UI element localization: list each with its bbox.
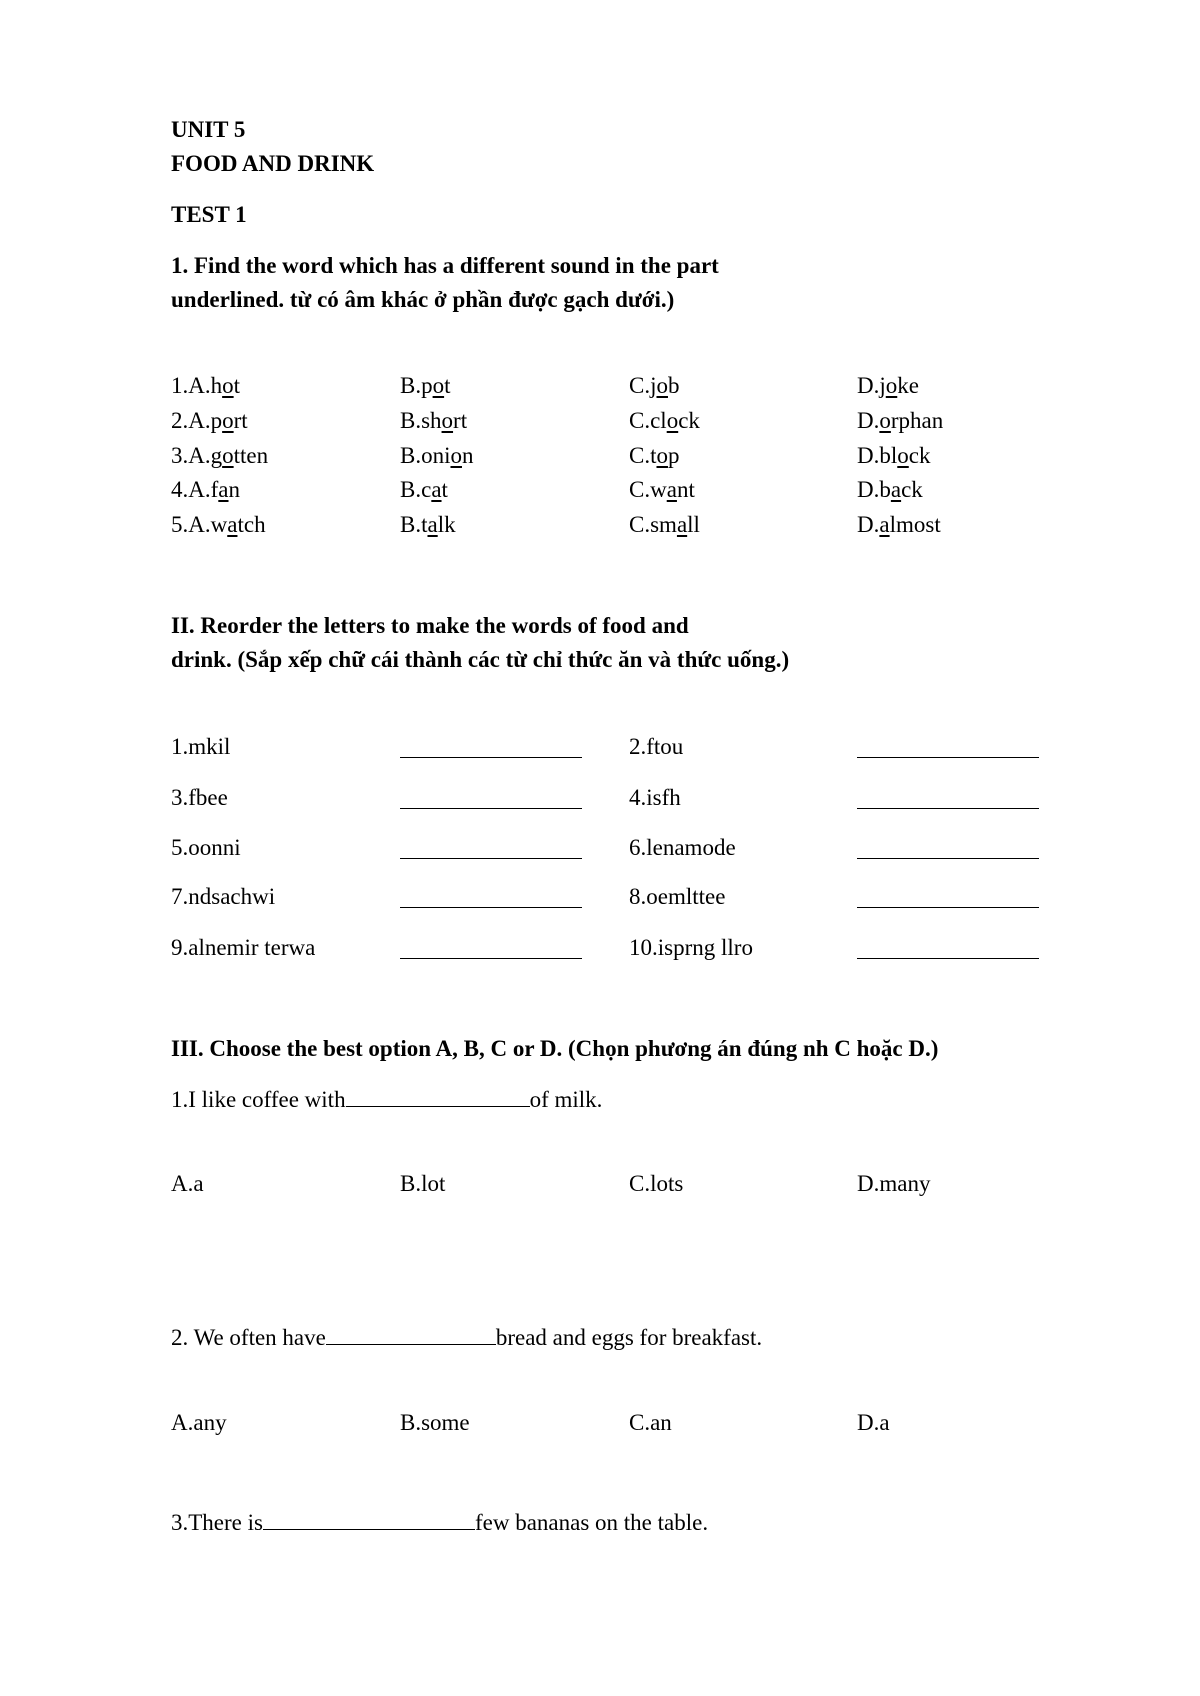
- pron-option[interactable]: [629, 476, 695, 504]
- pron-option[interactable]: [400, 476, 448, 504]
- scrambled-word: 5.oonni: [171, 835, 241, 860]
- word-part: p: [667, 443, 680, 468]
- underlined-letters: o: [656, 443, 668, 468]
- underlined-letters: o: [441, 408, 454, 433]
- question-1: [171, 1086, 602, 1114]
- answer-line[interactable]: [857, 907, 1039, 908]
- underlined-letters: o: [885, 373, 898, 398]
- pron-option[interactable]: [171, 476, 240, 504]
- section2-title-line2: drink. (Sắp xếp chữ cái thành các từ chỉ thức ăn và thức uống.): [171, 647, 790, 672]
- pron-option[interactable]: [857, 407, 943, 435]
- underlined-letters: a: [218, 477, 229, 502]
- word-part: D.: [857, 408, 880, 433]
- unit-label: UNIT 5: [171, 117, 246, 142]
- pron-option[interactable]: [857, 476, 923, 504]
- word-part: 5.A.: [171, 512, 211, 537]
- question-1-option-c[interactable]: C.lots: [629, 1171, 684, 1196]
- pron-option[interactable]: [857, 442, 930, 470]
- underlined-letters: a: [431, 477, 442, 502]
- question-2-option-d[interactable]: D.a: [857, 1410, 890, 1435]
- pron-option[interactable]: [400, 511, 456, 539]
- word-part: ck: [901, 477, 923, 502]
- word-part: lmost: [889, 512, 941, 537]
- word-part: B.: [400, 373, 422, 398]
- word-part: n: [461, 443, 474, 468]
- word-part: rt: [233, 408, 248, 433]
- pron-option[interactable]: [400, 407, 467, 435]
- word-part: j: [879, 373, 886, 398]
- word-part: C.: [629, 477, 651, 502]
- word-part: b: [667, 373, 680, 398]
- answer-line[interactable]: [400, 808, 582, 809]
- underlined-letters: o: [432, 373, 445, 398]
- pron-option[interactable]: [629, 511, 700, 539]
- underlined-letters: o: [897, 443, 909, 468]
- word-part: p: [210, 408, 223, 433]
- word-part: B.: [400, 477, 422, 502]
- word-part: n: [228, 477, 241, 502]
- answer-line[interactable]: [857, 757, 1039, 758]
- word-part: D.: [857, 477, 880, 502]
- word-part: tten: [233, 443, 269, 468]
- underlined-letters: a: [676, 512, 688, 537]
- question-3-blank[interactable]: [263, 1509, 475, 1530]
- word-part: h: [210, 373, 223, 398]
- question-2-option-a[interactable]: A.any: [171, 1410, 227, 1435]
- question-2-after: bread and eggs for breakfast.: [495, 1325, 763, 1350]
- pron-option[interactable]: [629, 372, 679, 400]
- scrambled-word: 10.isprng llro: [629, 935, 753, 960]
- word-part: ke: [897, 373, 919, 398]
- word-part: p: [421, 373, 433, 398]
- question-1-option-d[interactable]: D.many: [857, 1171, 931, 1196]
- pron-option[interactable]: [400, 442, 473, 470]
- word-part: D.: [857, 443, 880, 468]
- scrambled-word: 3.fbee: [171, 785, 228, 810]
- word-part: D.: [857, 512, 880, 537]
- scrambled-word: 9.alnemir terwa: [171, 935, 316, 960]
- word-part: b: [879, 477, 891, 502]
- word-part: oni: [421, 443, 451, 468]
- word-part: w: [210, 512, 228, 537]
- word-part: C.: [629, 408, 651, 433]
- section1-title-line1: 1. Find the word which has a different sound in the part: [171, 253, 719, 278]
- scrambled-word: 2.ftou: [629, 734, 684, 759]
- word-part: nt: [676, 477, 695, 502]
- underlined-letters: o: [222, 443, 234, 468]
- word-part: f: [210, 477, 219, 502]
- underlined-letters: a: [427, 512, 438, 537]
- underlined-letters: o: [879, 408, 891, 433]
- answer-line[interactable]: [400, 757, 582, 758]
- question-2-blank[interactable]: [326, 1324, 496, 1345]
- pron-option[interactable]: [400, 372, 450, 400]
- pron-option[interactable]: [857, 372, 919, 400]
- scrambled-word: 4.isfh: [629, 785, 681, 810]
- word-part: ck: [908, 443, 931, 468]
- underlined-letters: a: [890, 477, 902, 502]
- word-part: D.: [857, 373, 880, 398]
- section2-title-line1: II. Reorder the letters to make the words of food and: [171, 613, 689, 638]
- underlined-letters: o: [222, 373, 234, 398]
- word-part: sm: [650, 512, 677, 537]
- question-1-blank[interactable]: [346, 1086, 530, 1107]
- question-1-after: of milk.: [529, 1087, 603, 1112]
- pron-option[interactable]: [171, 511, 266, 539]
- word-part: cl: [650, 408, 667, 433]
- section3-title: III. Choose the best option A, B, C or D. (Chọn phương án đúng nh C hoặc D.): [171, 1036, 939, 1061]
- underlined-letters: a: [879, 512, 890, 537]
- word-part: C.: [629, 512, 651, 537]
- word-part: ck: [678, 408, 700, 433]
- pron-option[interactable]: [171, 372, 240, 400]
- underlined-letters: o: [656, 373, 668, 398]
- topic-title: FOOD AND DRINK: [171, 151, 375, 176]
- scrambled-word: 8.oemlttee: [629, 884, 726, 909]
- underlined-letters: a: [666, 477, 677, 502]
- answer-line[interactable]: [400, 858, 582, 859]
- underlined-letters: a: [227, 512, 238, 537]
- answer-line[interactable]: [857, 958, 1039, 959]
- word-part: w: [650, 477, 667, 502]
- pron-option[interactable]: [629, 442, 679, 470]
- word-part: B.: [400, 408, 422, 433]
- underlined-letters: o: [450, 443, 462, 468]
- word-part: t: [441, 477, 448, 502]
- word-part: ll: [687, 512, 700, 537]
- word-part: C.: [629, 443, 651, 468]
- word-part: B.: [400, 512, 422, 537]
- answer-line[interactable]: [400, 907, 582, 908]
- underlined-letters: o: [666, 408, 679, 433]
- question-2-option-b[interactable]: B.some: [400, 1410, 470, 1435]
- pron-option[interactable]: [171, 407, 248, 435]
- word-part: c: [421, 477, 432, 502]
- section1-title-line2: underlined. từ có âm khác ở phần được gạch dưới.): [171, 287, 675, 312]
- pron-option[interactable]: [857, 511, 941, 539]
- question-2-option-c[interactable]: C.an: [629, 1410, 672, 1435]
- question-3-after: few bananas on the table.: [474, 1510, 709, 1535]
- underlined-letters: o: [222, 408, 234, 433]
- answer-line[interactable]: [857, 808, 1039, 809]
- question-3: [171, 1509, 708, 1537]
- word-part: B.: [400, 443, 422, 468]
- word-part: lk: [437, 512, 456, 537]
- answer-line[interactable]: [400, 958, 582, 959]
- question-3-before: 3.There is: [171, 1510, 263, 1535]
- word-part: 2.A.: [171, 408, 211, 433]
- word-part: t: [421, 512, 428, 537]
- pron-option[interactable]: [171, 442, 268, 470]
- question-2: [171, 1324, 762, 1352]
- word-part: t: [650, 443, 657, 468]
- test-label: TEST 1: [171, 202, 247, 227]
- word-part: bl: [879, 443, 898, 468]
- word-part: j: [650, 373, 657, 398]
- question-1-option-b[interactable]: B.lot: [400, 1171, 446, 1196]
- scrambled-word: 7.ndsachwi: [171, 884, 276, 909]
- word-part: C.: [629, 373, 651, 398]
- question-1-option-a[interactable]: A.a: [171, 1171, 204, 1196]
- word-part: 1.A.: [171, 373, 211, 398]
- question-1-before: 1.I like coffee with: [171, 1087, 346, 1112]
- word-part: sh: [421, 408, 442, 433]
- answer-line[interactable]: [857, 858, 1039, 859]
- word-part: 3.A.: [171, 443, 211, 468]
- word-part: rt: [453, 408, 468, 433]
- question-2-before: 2. We often have: [171, 1325, 326, 1350]
- scrambled-word: 1.mkil: [171, 734, 231, 759]
- pron-option[interactable]: [629, 407, 700, 435]
- word-part: g: [210, 443, 223, 468]
- word-part: tch: [237, 512, 266, 537]
- scrambled-word: 6.lenamode: [629, 835, 736, 860]
- word-part: rphan: [890, 408, 944, 433]
- word-part: 4.A.: [171, 477, 211, 502]
- word-part: t: [444, 373, 451, 398]
- word-part: t: [233, 373, 241, 398]
